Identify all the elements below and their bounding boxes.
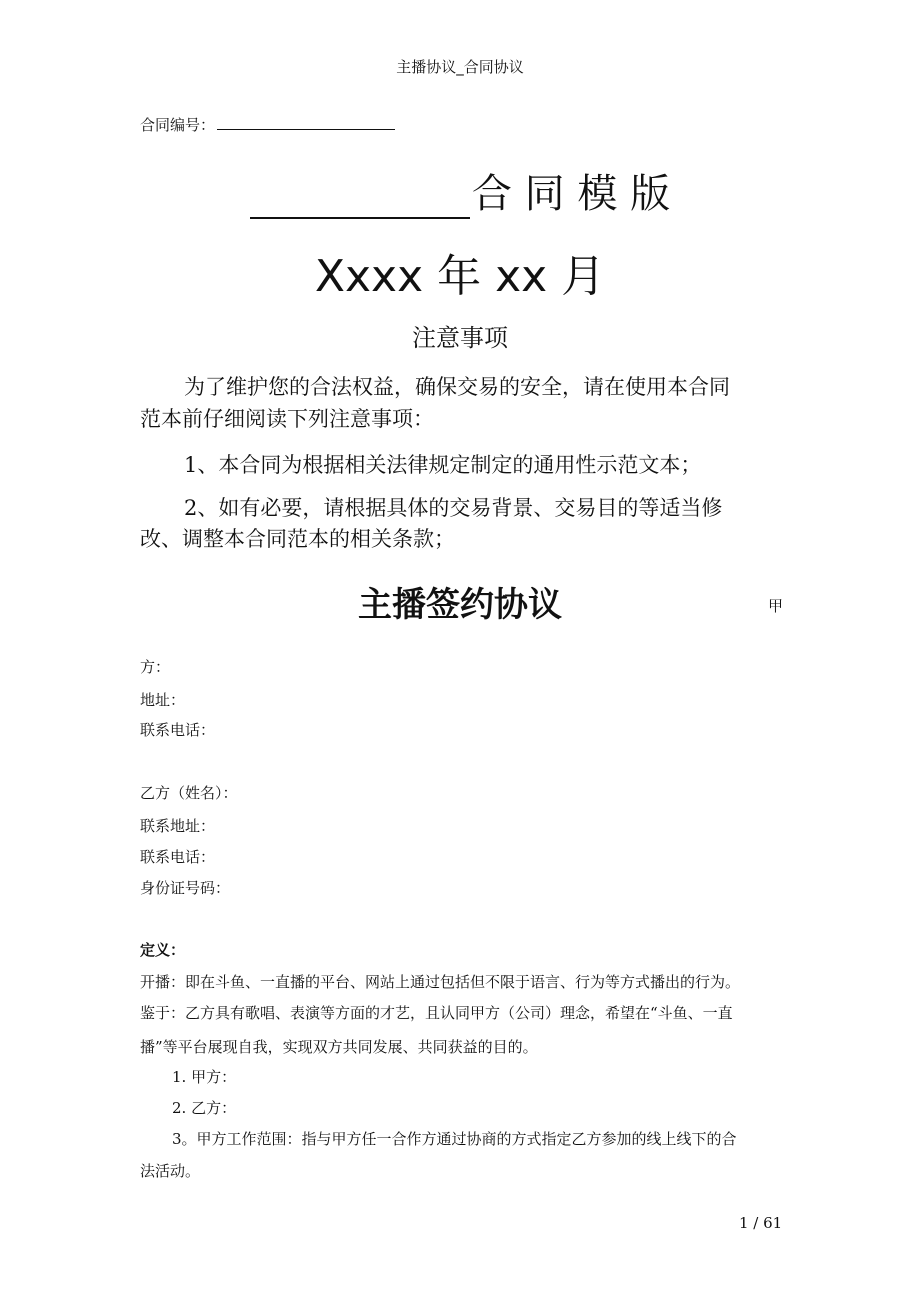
template-title <box>0 162 920 219</box>
definition-item-3-line-2: 法活动。 <box>140 1162 201 1180</box>
contract-number-blank <box>217 115 395 130</box>
agreement-title: 主播签约协议 <box>358 585 562 625</box>
page-number: 1 / 61 <box>739 1214 783 1232</box>
party-b-phone-label: 联系电话： <box>140 848 216 866</box>
definition-item-2: 2. 乙方： <box>172 1099 237 1117</box>
notice-item-2-line-1: 2、如有必要，请根据具体的交易背景、交易目的等适当修 <box>184 496 723 520</box>
definition-item-1: 1. 甲方： <box>172 1068 237 1086</box>
page-header-title: 主播协议_合同协议 <box>396 58 524 76</box>
party-b-label: 乙方（姓名）： <box>140 784 238 802</box>
date-line: Xxxx 年 xx 月 <box>314 251 606 302</box>
notice-intro-line-2: 范本前仔细阅读下列注意事项： <box>140 407 434 431</box>
definition-line-1: 开播：即在斗鱼、一直播的平台、网站上通过包括但不限于语言、行为等方式播出的行为。 <box>140 973 741 991</box>
party-b-id-label: 身份证号码： <box>140 879 231 897</box>
definitions-title: 定义： <box>140 941 186 959</box>
template-title-text: 合 同 模 版 <box>471 171 671 217</box>
contract-number-field <box>140 114 395 135</box>
party-b-address-label: 联系地址： <box>140 817 216 835</box>
contract-number-label: 合同编号： <box>140 116 216 134</box>
party-a-label: 方： <box>140 658 171 676</box>
notice-intro-line-1: 为了维护您的合法权益，确保交易的安全，请在使用本合同 <box>184 375 730 399</box>
definition-line-2: 鉴于：乙方具有歌唱、表演等方面的才艺，且认同甲方（公司）理念，希望在“斗鱼、一直 <box>140 1004 733 1022</box>
template-name-blank <box>250 179 470 219</box>
definition-item-3-line-1: 3。甲方工作范围：指与甲方任一合作方通过协商的方式指定乙方参加的线上线下的合 <box>172 1130 737 1148</box>
notice-item-2-line-2: 改、调整本合同范本的相关条款； <box>140 527 455 551</box>
party-a-phone-label: 联系电话： <box>140 721 216 739</box>
party-a-prefix: 甲 <box>768 597 784 615</box>
party-a-address-label: 地址： <box>140 691 186 709</box>
notice-title: 注意事项 <box>412 324 508 352</box>
notice-item-1: 1、本合同为根据相关法律规定制定的通用性示范文本； <box>184 453 702 477</box>
definition-line-3: 播”等平台展现自我，实现双方共同发展、共同获益的目的。 <box>140 1038 538 1056</box>
